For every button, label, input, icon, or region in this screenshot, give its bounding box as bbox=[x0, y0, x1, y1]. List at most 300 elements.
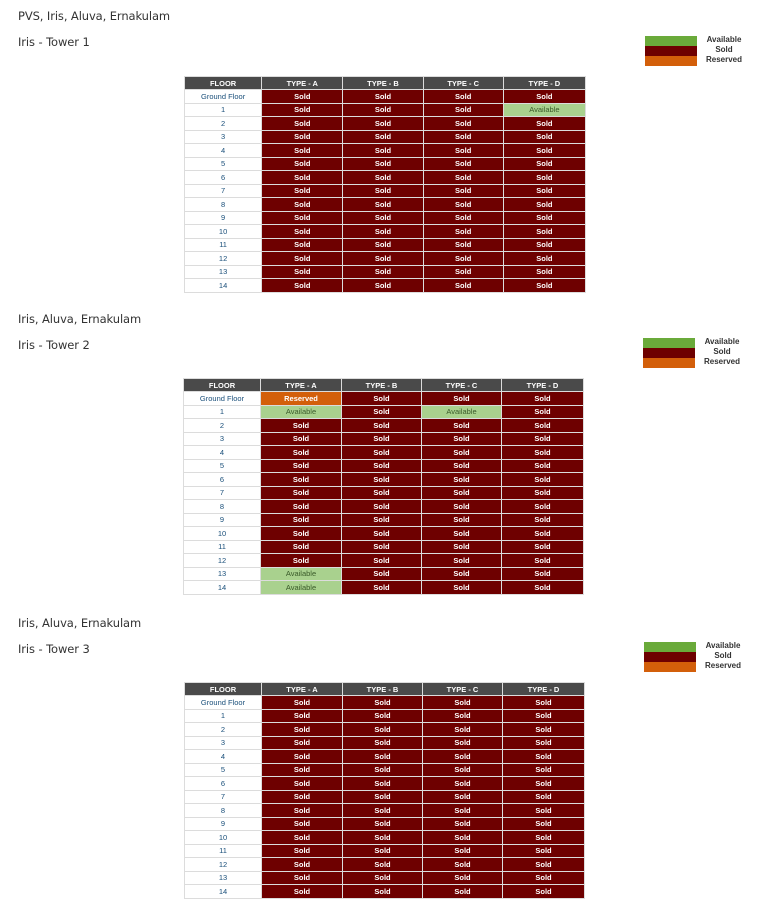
sold-swatch bbox=[644, 652, 696, 662]
available-swatch bbox=[644, 642, 696, 652]
unit-status-cell: Sold bbox=[502, 405, 584, 419]
unit-status-cell: Sold bbox=[502, 527, 584, 541]
unit-status-cell: Sold bbox=[503, 252, 585, 266]
status-legend bbox=[645, 36, 749, 66]
unit-status-cell: Sold bbox=[262, 198, 343, 212]
column-header: TYPE - C bbox=[422, 379, 502, 392]
unit-status-cell: Sold bbox=[502, 473, 584, 487]
unit-status-cell: Sold bbox=[261, 513, 342, 527]
unit-status-cell: Sold bbox=[342, 527, 422, 541]
floor-label: 13 bbox=[185, 265, 262, 279]
unit-status-cell: Sold bbox=[262, 144, 343, 158]
unit-status-cell: Sold bbox=[502, 486, 584, 500]
column-header: TYPE - A bbox=[262, 683, 343, 696]
unit-status-cell: Sold bbox=[503, 750, 585, 764]
floor-label: 12 bbox=[185, 252, 262, 266]
floor-label: 12 bbox=[185, 858, 262, 872]
table-header-row bbox=[184, 379, 584, 392]
unit-status-cell: Sold bbox=[503, 198, 585, 212]
floor-label: 1 bbox=[185, 709, 262, 723]
unit-status-cell: Sold bbox=[503, 265, 585, 279]
unit-status-cell: Sold bbox=[503, 157, 585, 171]
floor-label: Ground Floor bbox=[185, 696, 262, 710]
legend-available-label: Available bbox=[704, 337, 740, 346]
column-header: FLOOR bbox=[184, 379, 261, 392]
unit-status-cell: Sold bbox=[423, 750, 503, 764]
table-row bbox=[185, 252, 586, 266]
unit-status-cell: Sold bbox=[343, 279, 423, 293]
unit-status-cell: Sold bbox=[422, 432, 502, 446]
legend-sold-label: Sold bbox=[714, 651, 732, 660]
unit-status-cell: Sold bbox=[261, 473, 342, 487]
status-legend bbox=[643, 338, 747, 368]
unit-status-cell: Sold bbox=[422, 554, 502, 568]
table-row bbox=[185, 117, 586, 131]
unit-status-cell: Sold bbox=[262, 750, 343, 764]
unit-status-cell: Sold bbox=[262, 171, 343, 185]
floor-label: 13 bbox=[184, 567, 261, 581]
unit-status-cell: Sold bbox=[342, 513, 422, 527]
unit-status-cell: Sold bbox=[343, 790, 423, 804]
unit-status-cell: Sold bbox=[342, 581, 422, 595]
floor-label: 8 bbox=[185, 804, 262, 818]
unit-status-cell: Sold bbox=[423, 777, 503, 791]
unit-status-cell: Sold bbox=[422, 527, 502, 541]
table-row bbox=[185, 723, 585, 737]
unit-status-cell: Sold bbox=[503, 844, 585, 858]
unit-status-cell: Sold bbox=[423, 736, 503, 750]
table-row bbox=[184, 473, 584, 487]
floor-label: 3 bbox=[184, 432, 261, 446]
unit-status-cell[interactable]: Available bbox=[503, 103, 585, 117]
unit-status-cell: Sold bbox=[343, 858, 423, 872]
unit-status-cell: Sold bbox=[422, 513, 502, 527]
unit-status-cell: Sold bbox=[503, 736, 585, 750]
table-row bbox=[185, 750, 585, 764]
unit-status-cell: Sold bbox=[343, 198, 423, 212]
table-row bbox=[184, 500, 584, 514]
tower-title: Iris - Tower 1 bbox=[18, 35, 90, 49]
table-row bbox=[185, 885, 585, 899]
table-row bbox=[184, 527, 584, 541]
unit-status-cell: Sold bbox=[343, 157, 423, 171]
floor-label: 2 bbox=[185, 723, 262, 737]
floor-label: Ground Floor bbox=[184, 392, 261, 406]
table-row bbox=[185, 211, 586, 225]
unit-status-cell[interactable]: Available bbox=[422, 405, 502, 419]
floor-label: 11 bbox=[184, 540, 261, 554]
available-swatch bbox=[643, 338, 695, 348]
unit-status-cell: Sold bbox=[342, 473, 422, 487]
legend-reserved-label: Reserved bbox=[705, 55, 743, 64]
unit-status-cell: Sold bbox=[343, 171, 423, 185]
unit-status-cell: Sold bbox=[343, 844, 423, 858]
unit-status-cell: Sold bbox=[262, 723, 343, 737]
unit-status-cell: Sold bbox=[343, 90, 423, 104]
unit-status-cell: Sold bbox=[261, 527, 342, 541]
unit-status-cell: Sold bbox=[502, 540, 584, 554]
legend-available-label: Available bbox=[705, 641, 741, 650]
unit-status-cell: Sold bbox=[502, 459, 584, 473]
table-row bbox=[184, 405, 584, 419]
unit-status-cell: Sold bbox=[343, 831, 423, 845]
table-row bbox=[185, 763, 585, 777]
floor-label: 8 bbox=[184, 500, 261, 514]
unit-status-cell: Sold bbox=[262, 265, 343, 279]
unit-status-cell: Sold bbox=[262, 103, 343, 117]
unit-status-cell: Sold bbox=[423, 225, 503, 239]
table-row bbox=[185, 171, 586, 185]
unit-status-cell: Sold bbox=[423, 252, 503, 266]
floor-label: 9 bbox=[185, 817, 262, 831]
project-title: Iris, Aluva, Ernakulam bbox=[18, 312, 142, 326]
unit-status-cell: Sold bbox=[342, 446, 422, 460]
table-header-row bbox=[185, 77, 586, 90]
unit-status-cell: Sold bbox=[503, 184, 585, 198]
legend-reserved-label: Reserved bbox=[704, 661, 742, 670]
unit-status-cell: Sold bbox=[503, 831, 585, 845]
table-row bbox=[185, 817, 585, 831]
floor-label: 9 bbox=[184, 513, 261, 527]
unit-status-cell: Sold bbox=[423, 858, 503, 872]
unit-status-cell: Sold bbox=[262, 279, 343, 293]
unit-status-cell: Sold bbox=[261, 540, 342, 554]
floor-label: 11 bbox=[185, 844, 262, 858]
column-header: TYPE - A bbox=[261, 379, 342, 392]
table-row bbox=[185, 696, 585, 710]
legend-reserved bbox=[645, 56, 749, 66]
unit-status-cell: Sold bbox=[261, 419, 342, 433]
unit-status-cell: Sold bbox=[342, 554, 422, 568]
table-row bbox=[185, 130, 586, 144]
unit-status-cell: Sold bbox=[503, 90, 585, 104]
unit-status-cell: Sold bbox=[422, 392, 502, 406]
table-row bbox=[185, 709, 585, 723]
column-header: TYPE - B bbox=[343, 77, 423, 90]
table-row bbox=[184, 567, 584, 581]
table-row bbox=[185, 198, 586, 212]
table-row bbox=[185, 144, 586, 158]
unit-status-cell: Sold bbox=[262, 804, 343, 818]
legend-available-label: Available bbox=[706, 35, 742, 44]
table-row bbox=[185, 804, 585, 818]
availability-table bbox=[183, 378, 584, 595]
table-row bbox=[184, 581, 584, 595]
unit-status-cell: Sold bbox=[262, 211, 343, 225]
unit-status-cell: Sold bbox=[342, 486, 422, 500]
unit-status-cell: Sold bbox=[502, 581, 584, 595]
column-header: TYPE - D bbox=[502, 379, 584, 392]
legend-sold-label: Sold bbox=[715, 45, 733, 54]
unit-status-cell: Sold bbox=[343, 777, 423, 791]
unit-status-cell: Sold bbox=[423, 117, 503, 131]
unit-status-cell: Sold bbox=[343, 117, 423, 131]
column-header: FLOOR bbox=[185, 683, 262, 696]
unit-status-cell: Sold bbox=[423, 844, 503, 858]
table-row bbox=[184, 459, 584, 473]
unit-status-cell: Sold bbox=[422, 446, 502, 460]
column-header: TYPE - D bbox=[503, 683, 585, 696]
unit-status-cell: Sold bbox=[262, 871, 343, 885]
unit-status-cell: Sold bbox=[343, 103, 423, 117]
unit-status-cell: Sold bbox=[342, 500, 422, 514]
table-row bbox=[184, 554, 584, 568]
unit-status-cell: Sold bbox=[342, 392, 422, 406]
table-header-row bbox=[185, 683, 585, 696]
floor-label: 4 bbox=[185, 144, 262, 158]
unit-status-cell: Sold bbox=[342, 419, 422, 433]
unit-status-cell: Sold bbox=[503, 225, 585, 239]
legend-reserved bbox=[643, 358, 747, 368]
floor-label: 13 bbox=[185, 871, 262, 885]
floor-label: 5 bbox=[185, 763, 262, 777]
unit-status-cell: Sold bbox=[503, 858, 585, 872]
tower-title: Iris - Tower 2 bbox=[18, 338, 90, 352]
unit-status-cell: Sold bbox=[261, 446, 342, 460]
table-row bbox=[185, 225, 586, 239]
table-row bbox=[184, 486, 584, 500]
floor-label: 7 bbox=[185, 790, 262, 804]
unit-status-cell: Sold bbox=[262, 858, 343, 872]
table-row bbox=[184, 540, 584, 554]
unit-status-cell: Sold bbox=[422, 500, 502, 514]
unit-status-cell: Sold bbox=[343, 723, 423, 737]
unit-status-cell[interactable]: Available bbox=[261, 581, 342, 595]
unit-status-cell: Sold bbox=[342, 432, 422, 446]
unit-status-cell: Sold bbox=[423, 238, 503, 252]
unit-status-cell: Sold bbox=[343, 211, 423, 225]
unit-status-cell: Sold bbox=[262, 696, 343, 710]
availability-table bbox=[184, 76, 586, 293]
unit-status-cell: Sold bbox=[343, 696, 423, 710]
unit-status-cell: Sold bbox=[262, 184, 343, 198]
unit-status-cell: Sold bbox=[423, 817, 503, 831]
reserved-swatch bbox=[644, 662, 696, 672]
unit-status-cell: Sold bbox=[502, 554, 584, 568]
unit-status-cell: Sold bbox=[423, 265, 503, 279]
unit-status-cell: Sold bbox=[262, 238, 343, 252]
unit-status-cell: Sold bbox=[503, 804, 585, 818]
unit-status-cell: Sold bbox=[343, 736, 423, 750]
unit-status-cell: Sold bbox=[423, 831, 503, 845]
floor-label: 12 bbox=[184, 554, 261, 568]
unit-status-cell: Sold bbox=[343, 130, 423, 144]
unit-status-cell: Sold bbox=[422, 581, 502, 595]
unit-status-cell: Sold bbox=[423, 871, 503, 885]
unit-status-cell: Sold bbox=[343, 709, 423, 723]
table-row bbox=[184, 419, 584, 433]
floor-label: 7 bbox=[185, 184, 262, 198]
table-row bbox=[185, 279, 586, 293]
unit-status-cell: Sold bbox=[503, 817, 585, 831]
legend-reserved bbox=[644, 662, 748, 672]
column-header: TYPE - C bbox=[423, 683, 503, 696]
unit-status-cell: Sold bbox=[503, 171, 585, 185]
unit-status-cell: Sold bbox=[503, 885, 585, 899]
unit-status-cell: Sold bbox=[503, 211, 585, 225]
unit-status-cell: Sold bbox=[262, 225, 343, 239]
floor-label: 14 bbox=[185, 885, 262, 899]
table-row bbox=[185, 184, 586, 198]
unit-status-cell: Sold bbox=[502, 432, 584, 446]
table-row bbox=[184, 392, 584, 406]
column-header: TYPE - B bbox=[342, 379, 422, 392]
table-row bbox=[185, 103, 586, 117]
unit-status-cell: Sold bbox=[502, 567, 584, 581]
floor-label: 14 bbox=[185, 279, 262, 293]
unit-status-cell: Sold bbox=[262, 777, 343, 791]
table-row bbox=[184, 432, 584, 446]
floor-label: 4 bbox=[184, 446, 261, 460]
floor-label: 5 bbox=[185, 157, 262, 171]
table-row bbox=[185, 777, 585, 791]
unit-status-cell: Sold bbox=[343, 763, 423, 777]
floor-label: 5 bbox=[184, 459, 261, 473]
unit-status-cell: Sold bbox=[262, 885, 343, 899]
table-row bbox=[185, 844, 585, 858]
unit-status-cell: Sold bbox=[502, 500, 584, 514]
unit-status-cell: Sold bbox=[262, 709, 343, 723]
unit-status-cell: Sold bbox=[503, 763, 585, 777]
unit-status-cell: Sold bbox=[342, 405, 422, 419]
table-row bbox=[185, 790, 585, 804]
table-row bbox=[185, 736, 585, 750]
table-row bbox=[185, 90, 586, 104]
unit-status-cell: Sold bbox=[502, 419, 584, 433]
floor-label: 4 bbox=[185, 750, 262, 764]
unit-status-cell: Sold bbox=[422, 473, 502, 487]
unit-status-cell: Sold bbox=[502, 392, 584, 406]
table-row bbox=[185, 858, 585, 872]
unit-status-cell: Sold bbox=[503, 117, 585, 131]
sold-swatch bbox=[643, 348, 695, 358]
unit-status-cell: Sold bbox=[343, 885, 423, 899]
unit-status-cell[interactable]: Reserved bbox=[261, 392, 342, 406]
unit-status-cell: Sold bbox=[343, 871, 423, 885]
unit-status-cell: Sold bbox=[502, 513, 584, 527]
table-row bbox=[184, 446, 584, 460]
floor-label: 2 bbox=[185, 117, 262, 131]
unit-status-cell: Sold bbox=[423, 211, 503, 225]
table-row bbox=[184, 513, 584, 527]
column-header: FLOOR bbox=[185, 77, 262, 90]
table-row bbox=[185, 238, 586, 252]
unit-status-cell: Sold bbox=[262, 252, 343, 266]
floor-label: 14 bbox=[184, 581, 261, 595]
unit-status-cell: Sold bbox=[262, 817, 343, 831]
unit-status-cell: Sold bbox=[261, 432, 342, 446]
unit-status-cell: Sold bbox=[503, 130, 585, 144]
unit-status-cell: Sold bbox=[503, 790, 585, 804]
table-row bbox=[185, 265, 586, 279]
floor-label: 6 bbox=[185, 777, 262, 791]
unit-status-cell: Sold bbox=[262, 130, 343, 144]
unit-status-cell: Sold bbox=[423, 885, 503, 899]
legend-sold-label: Sold bbox=[713, 347, 731, 356]
unit-status-cell: Sold bbox=[342, 540, 422, 554]
table-row bbox=[185, 831, 585, 845]
floor-label: 2 bbox=[184, 419, 261, 433]
unit-status-cell: Sold bbox=[423, 696, 503, 710]
unit-status-cell: Sold bbox=[423, 171, 503, 185]
unit-status-cell: Sold bbox=[262, 763, 343, 777]
floor-label: 1 bbox=[185, 103, 262, 117]
unit-status-cell: Sold bbox=[343, 252, 423, 266]
unit-status-cell: Sold bbox=[261, 459, 342, 473]
column-header: TYPE - C bbox=[423, 77, 503, 90]
unit-status-cell: Sold bbox=[262, 117, 343, 131]
unit-status-cell[interactable]: Available bbox=[261, 405, 342, 419]
sold-swatch bbox=[645, 46, 697, 56]
column-header: TYPE - D bbox=[503, 77, 585, 90]
project-title: Iris, Aluva, Ernakulam bbox=[18, 616, 142, 630]
floor-label: 10 bbox=[184, 527, 261, 541]
floor-label: 6 bbox=[185, 171, 262, 185]
unit-status-cell[interactable]: Available bbox=[261, 567, 342, 581]
unit-status-cell: Sold bbox=[423, 763, 503, 777]
unit-status-cell: Sold bbox=[343, 225, 423, 239]
status-legend bbox=[644, 642, 748, 672]
reserved-swatch bbox=[645, 56, 697, 66]
unit-status-cell: Sold bbox=[503, 709, 585, 723]
floor-label: 6 bbox=[184, 473, 261, 487]
unit-status-cell: Sold bbox=[503, 871, 585, 885]
floor-label: 8 bbox=[185, 198, 262, 212]
unit-status-cell: Sold bbox=[502, 446, 584, 460]
unit-status-cell: Sold bbox=[423, 279, 503, 293]
unit-status-cell: Sold bbox=[423, 130, 503, 144]
reserved-swatch bbox=[643, 358, 695, 368]
column-header: TYPE - B bbox=[343, 683, 423, 696]
unit-status-cell: Sold bbox=[503, 279, 585, 293]
floor-label: 9 bbox=[185, 211, 262, 225]
unit-status-cell: Sold bbox=[261, 486, 342, 500]
unit-status-cell: Sold bbox=[262, 90, 343, 104]
unit-status-cell: Sold bbox=[422, 419, 502, 433]
unit-status-cell: Sold bbox=[343, 804, 423, 818]
unit-status-cell: Sold bbox=[422, 567, 502, 581]
column-header: TYPE - A bbox=[262, 77, 343, 90]
unit-status-cell: Sold bbox=[423, 198, 503, 212]
unit-status-cell: Sold bbox=[343, 238, 423, 252]
floor-label: 3 bbox=[185, 130, 262, 144]
unit-status-cell: Sold bbox=[343, 750, 423, 764]
unit-status-cell: Sold bbox=[342, 459, 422, 473]
unit-status-cell: Sold bbox=[262, 844, 343, 858]
tower-title: Iris - Tower 3 bbox=[18, 642, 90, 656]
unit-status-cell: Sold bbox=[423, 804, 503, 818]
table-row bbox=[185, 157, 586, 171]
unit-status-cell: Sold bbox=[261, 554, 342, 568]
unit-status-cell: Sold bbox=[423, 790, 503, 804]
floor-label: 10 bbox=[185, 831, 262, 845]
legend-reserved-label: Reserved bbox=[703, 357, 741, 366]
availability-table bbox=[184, 682, 585, 899]
unit-status-cell: Sold bbox=[343, 184, 423, 198]
unit-status-cell: Sold bbox=[423, 723, 503, 737]
floor-label: 10 bbox=[185, 225, 262, 239]
unit-status-cell: Sold bbox=[422, 486, 502, 500]
unit-status-cell: Sold bbox=[423, 157, 503, 171]
floor-label: 1 bbox=[184, 405, 261, 419]
floor-label: Ground Floor bbox=[185, 90, 262, 104]
unit-status-cell: Sold bbox=[262, 736, 343, 750]
unit-status-cell: Sold bbox=[423, 184, 503, 198]
unit-status-cell: Sold bbox=[262, 157, 343, 171]
unit-status-cell: Sold bbox=[343, 265, 423, 279]
unit-status-cell: Sold bbox=[343, 144, 423, 158]
unit-status-cell: Sold bbox=[503, 696, 585, 710]
